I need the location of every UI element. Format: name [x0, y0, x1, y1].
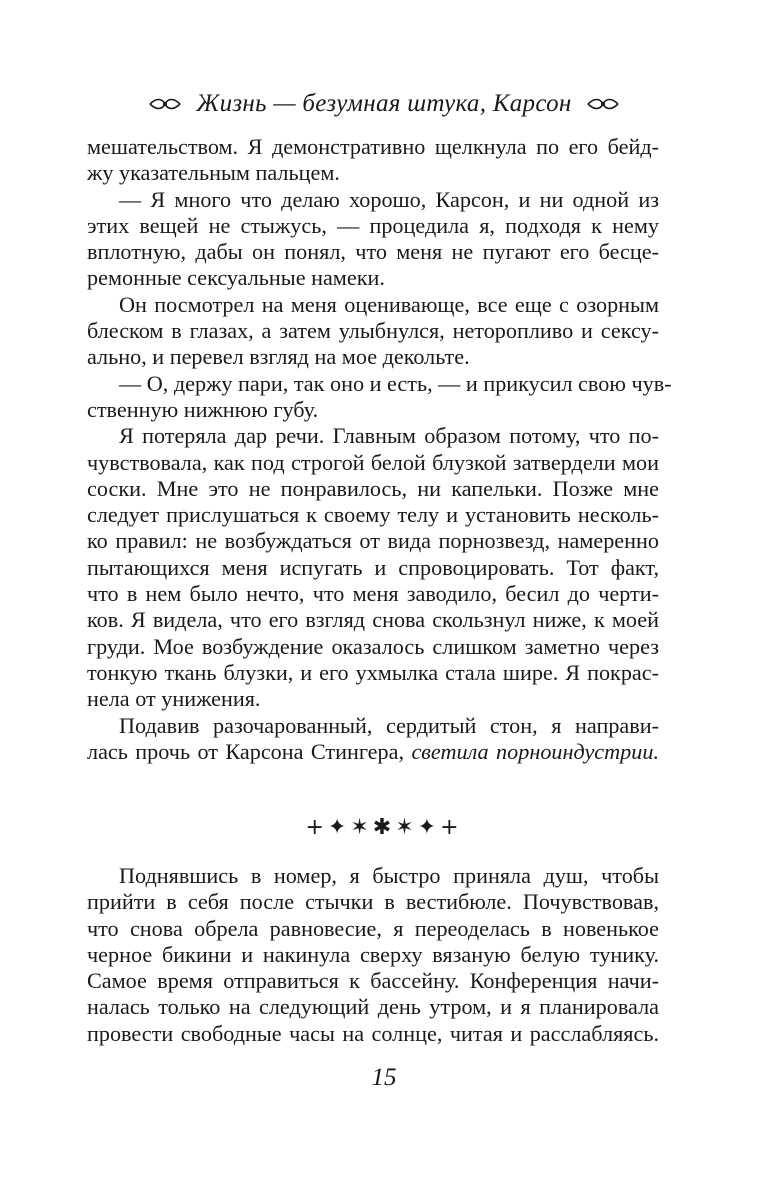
text-line: ков. Я видела, что его взгляд снова скользнул ниже, к моей — [87, 607, 659, 633]
text-line: этих вещей не стыжусь, — процедила я, подходя к нему — [87, 212, 659, 238]
text-line: тонкую ткань блузки, и его ухмылка стала шире. Я покрас- — [87, 659, 659, 685]
text-line: Поднявшись в номер, я быстро приняла душ, чтобы — [119, 863, 659, 888]
section-divider-ornament: +✦✶✱✶✦+ — [305, 815, 463, 840]
text-line: ственную нижнюю губу. — [87, 396, 319, 422]
body-text-section-2 — [87, 863, 659, 1047]
text-plain: лась прочь от Карсона Стингера, — [87, 738, 412, 764]
running-head — [0, 90, 768, 118]
text-line: следует прислушаться к своему телу и установить несколь- — [87, 502, 659, 528]
running-head-title: Жизнь — безумная штука, Карсон — [196, 90, 572, 117]
text-line: Подавив разочарованный, сердитый стон, я направи- — [119, 712, 659, 738]
body-text-section-1 — [87, 134, 672, 765]
text-line: ко правил: не возбуждаться от вида порнозвезд, намеренно — [87, 528, 659, 554]
text-line: — О, держу пари, так оно и есть, — и прикусил свою чув- — [119, 370, 672, 396]
text-line: нела от унижения. — [87, 686, 261, 712]
text-line: жу указательным пальцем. — [87, 160, 340, 186]
text-line: прийти в себя после стычки в вестибюле. Почувствовав, — [87, 889, 659, 915]
text-line: соски. Мне это не понравилось, ни капельки. Позже мне — [87, 475, 659, 501]
text-line: — Я много что делаю хорошо, Карсон, и ни одной из — [119, 186, 659, 212]
text-line: Я потеряла дар речи. Главным образом потому, что по- — [119, 423, 659, 449]
text-line: ремонные сексуальные намеки. — [87, 265, 385, 291]
text-line: провести свободные часы на солнце, читая и расслабляясь. — [87, 1020, 659, 1046]
text-line: мешательством. Я демонстративно щелкнула по его бейд- — [87, 134, 659, 159]
ornament-right-icon — [586, 97, 620, 111]
text-line: чувствовала, как под строгой белой блузкой затвердели мои — [87, 449, 659, 475]
text-line: Самое время отправиться к бассейну. Конференция начи- — [87, 968, 659, 994]
text-line: что снова обрела равновесие, я переоделась в новенькое — [87, 915, 659, 941]
text-line-last — [87, 739, 659, 765]
ornament-left-icon — [148, 97, 182, 111]
text-line: ально, и перевел взгляд на мое декольте. — [87, 344, 470, 370]
text-italic-emphasis: светила порноиндустрии. — [411, 738, 660, 764]
text-line: вплотную, дабы он понял, что меня не пугают его бесце- — [87, 239, 659, 265]
page-number: 15 — [371, 1064, 397, 1091]
text-line: пытающихся меня испугать и спровоцировать. Тот факт, — [87, 554, 659, 580]
text-line: груди. Мое возбуждение оказалось слишком заметно через — [87, 633, 659, 659]
text-line: что в нем было нечто, что меня заводило, бесил до черти- — [87, 581, 659, 607]
text-line: налась только на следующий день утром, и я планировала — [87, 994, 659, 1020]
text-line: черное бикини и накинула сверху вязаную белую тунику. — [87, 941, 659, 967]
text-line: блеском в глазах, а затем улыбнулся, неторопливо и сексу- — [87, 318, 659, 344]
text-line: Он посмотрел на меня оценивающе, все еще с озорным — [119, 291, 659, 317]
